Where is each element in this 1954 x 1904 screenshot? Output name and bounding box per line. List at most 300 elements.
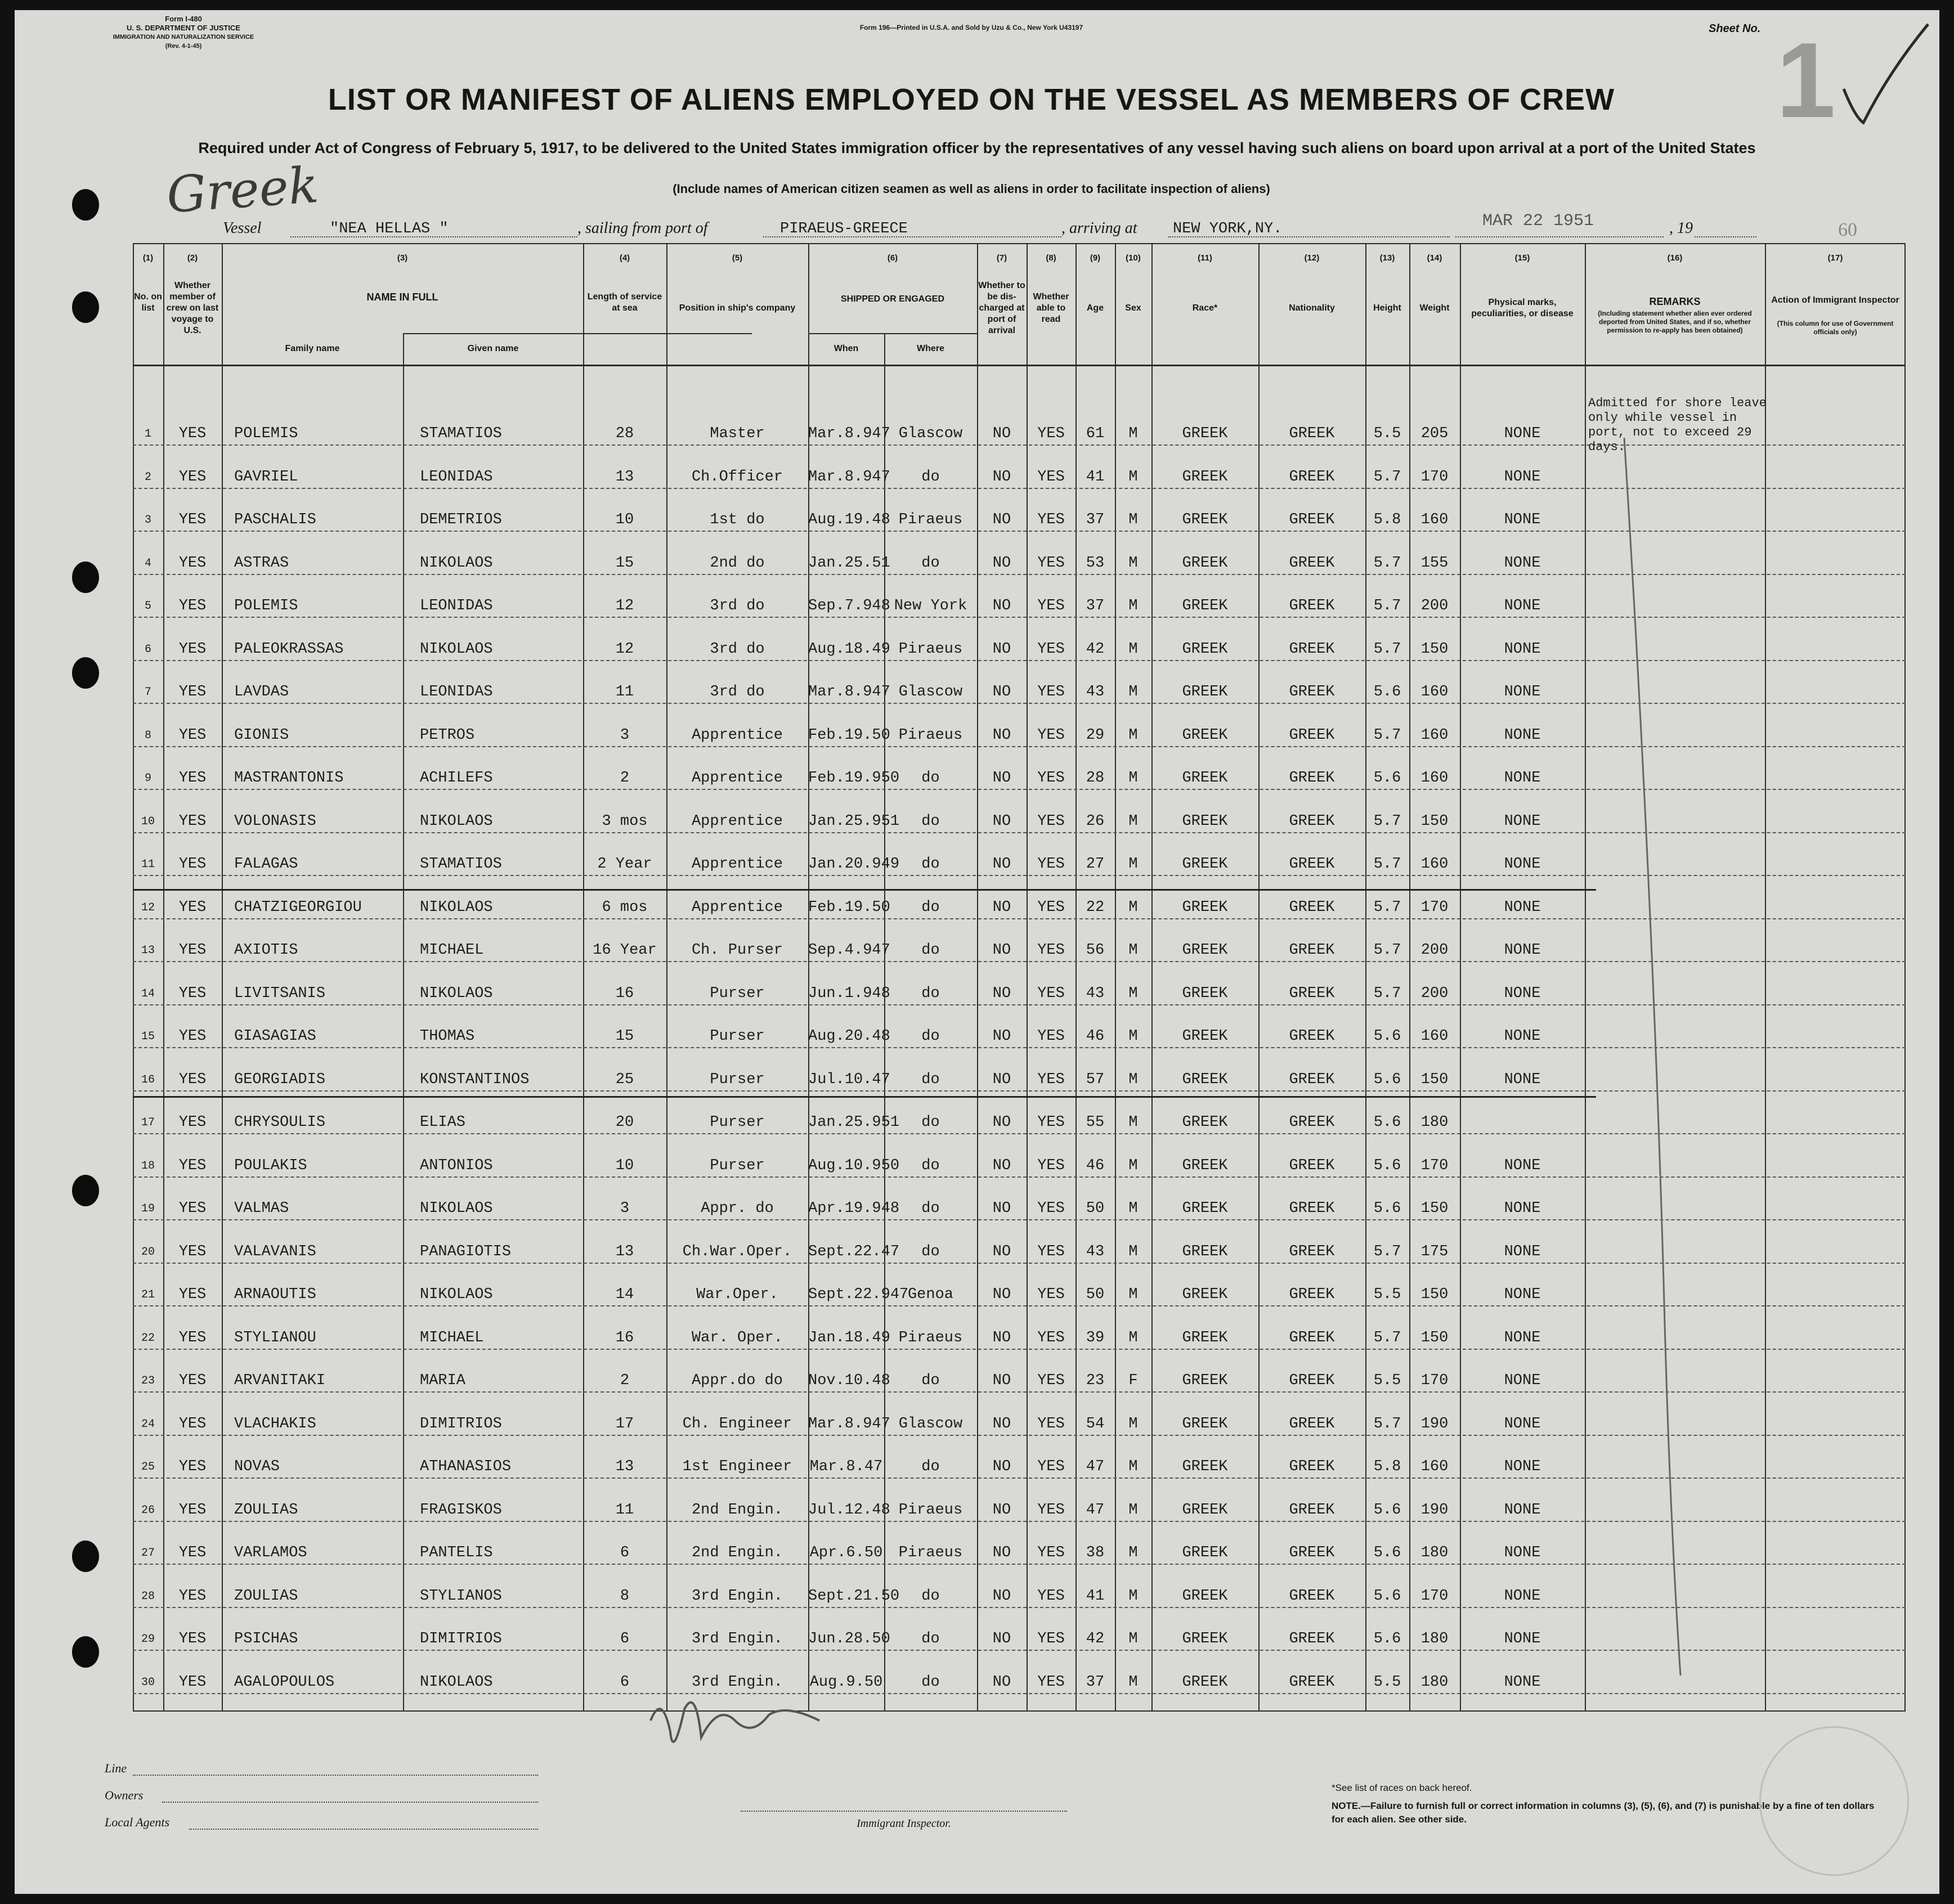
physical-marks: NONE	[1504, 942, 1541, 959]
nationality: GREEK	[1289, 511, 1335, 528]
weight: 150	[1420, 1200, 1449, 1217]
prior-voyage: YES	[178, 1114, 207, 1131]
shipped-where: New York	[894, 598, 967, 614]
race: GREEK	[1182, 1673, 1228, 1691]
height: 5.7	[1373, 726, 1401, 744]
shipped-where: do	[921, 1243, 940, 1260]
discharged: NO	[992, 1243, 1011, 1260]
height: 5.8	[1373, 511, 1401, 528]
col-num: (9)	[1090, 253, 1101, 263]
position: 3rd do	[710, 684, 765, 700]
sex: M	[1128, 468, 1138, 486]
family-name: LAVDAS	[234, 684, 289, 700]
prior-voyage: YES	[178, 1587, 207, 1605]
race: GREEK	[1182, 985, 1228, 1002]
shipped-when: Sept.22.947	[808, 1286, 909, 1303]
shipped-where: do	[921, 1587, 940, 1605]
height: 5.7	[1373, 899, 1401, 916]
given-name: PANAGIOTIS	[420, 1243, 512, 1260]
prior-voyage: YES	[178, 468, 207, 486]
col-header-race: Race*	[1192, 303, 1218, 313]
shipped-when: Sep.7.948	[808, 598, 890, 614]
race: GREEK	[1182, 1587, 1228, 1605]
prior-voyage: YES	[178, 770, 207, 787]
race: GREEK	[1182, 1372, 1228, 1389]
race: GREEK	[1182, 1458, 1228, 1475]
nationality: GREEK	[1289, 1286, 1335, 1303]
race: GREEK	[1182, 684, 1228, 700]
height: 5.7	[1373, 1415, 1401, 1433]
col-header-read: Whether able to read	[1033, 292, 1069, 324]
discharged: NO	[992, 1415, 1011, 1433]
position: 2nd Engin.	[691, 1544, 783, 1561]
col-header-length: Length of service at sea	[587, 292, 662, 313]
position: Purser	[710, 1157, 765, 1174]
physical-marks: NONE	[1504, 554, 1541, 572]
given-name: DIMITRIOS	[420, 1415, 502, 1433]
punch-hole	[72, 1636, 99, 1668]
height: 5.5	[1373, 1286, 1401, 1303]
weight: 150	[1420, 640, 1449, 658]
service-length: 12	[615, 598, 634, 614]
shipped-when: Mar.8.947	[808, 425, 890, 442]
service-length: 13	[615, 1458, 634, 1475]
row-number: 25	[141, 1461, 155, 1474]
row-number: 21	[141, 1288, 155, 1301]
age: 37	[1086, 598, 1105, 614]
shipped-where: do	[921, 856, 940, 873]
nationality: GREEK	[1289, 1458, 1335, 1475]
prior-voyage: YES	[178, 1071, 207, 1088]
row-number: 30	[141, 1676, 155, 1689]
able-to-read: YES	[1037, 942, 1065, 959]
discharged: NO	[992, 1501, 1011, 1519]
nationality: GREEK	[1289, 726, 1335, 744]
given-name: NIKOLAOS	[420, 1286, 493, 1303]
able-to-read: YES	[1037, 1544, 1065, 1561]
sex: M	[1128, 1157, 1138, 1174]
given-name: THOMAS	[420, 1028, 475, 1045]
col-num: (8)	[1046, 253, 1056, 263]
family-name: VARLAMOS	[234, 1544, 307, 1561]
sex: M	[1128, 554, 1138, 572]
check-mark	[1838, 21, 1934, 134]
service-length: 8	[620, 1587, 630, 1605]
pencil-line	[1619, 438, 1697, 1698]
age: 29	[1086, 726, 1105, 744]
col-header-where: Where	[917, 344, 944, 353]
position: Ch.War.Oper.	[682, 1243, 792, 1260]
nationality: GREEK	[1289, 812, 1335, 830]
row-number: 15	[141, 1030, 155, 1043]
race: GREEK	[1182, 1114, 1228, 1131]
age: 55	[1086, 1114, 1105, 1131]
weight: 150	[1420, 1071, 1449, 1088]
strike-line-12	[133, 889, 1596, 891]
height: 5.7	[1373, 1329, 1401, 1346]
age: 47	[1086, 1501, 1105, 1519]
sex: M	[1128, 1028, 1138, 1045]
discharged: NO	[992, 770, 1011, 787]
races-note: *See list of races on back hereof.	[1332, 1782, 1472, 1793]
physical-marks: NONE	[1504, 1329, 1541, 1346]
shipped-when: Feb.19.50	[808, 726, 890, 744]
shipped-when: Jan.20.949	[808, 856, 900, 873]
sex: M	[1128, 856, 1138, 873]
service-length: 16	[615, 1329, 634, 1346]
height: 5.6	[1373, 1157, 1401, 1174]
family-name: NOVAS	[234, 1458, 280, 1475]
weight: 160	[1420, 856, 1449, 873]
prior-voyage: YES	[178, 1243, 207, 1260]
service-length: 6	[620, 1544, 630, 1561]
race: GREEK	[1182, 1544, 1228, 1561]
height: 5.6	[1373, 684, 1401, 700]
sex: M	[1128, 1631, 1138, 1647]
race: GREEK	[1182, 598, 1228, 614]
col-num: (17)	[1827, 253, 1843, 263]
punch-hole	[72, 1175, 99, 1206]
age: 46	[1086, 1028, 1105, 1045]
sheet-no-label: Sheet No.	[1709, 23, 1761, 35]
given-name: STAMATIOS	[420, 856, 502, 873]
prior-voyage: YES	[178, 1458, 207, 1475]
given-name: ANTONIOS	[420, 1157, 493, 1174]
weight: 160	[1420, 1458, 1449, 1475]
weight: 180	[1420, 1544, 1449, 1561]
sex: M	[1128, 985, 1138, 1002]
shipped-where: Piraeus	[898, 1544, 963, 1561]
height: 5.6	[1373, 1631, 1401, 1647]
nationality: GREEK	[1289, 1673, 1335, 1691]
discharged: NO	[992, 1458, 1011, 1475]
physical-marks: NONE	[1504, 899, 1541, 916]
physical-marks: NONE	[1504, 856, 1541, 873]
able-to-read: YES	[1037, 511, 1065, 528]
prior-voyage: YES	[178, 425, 207, 442]
family-name: VOLONASIS	[234, 812, 316, 830]
shipped-where: do	[921, 1673, 940, 1691]
physical-marks: NONE	[1504, 985, 1541, 1002]
sex: M	[1128, 511, 1138, 528]
nationality: GREEK	[1289, 1544, 1335, 1561]
physical-marks: NONE	[1504, 1071, 1541, 1088]
given-name: LEONIDAS	[420, 468, 493, 486]
family-name: STYLIANOU	[234, 1329, 316, 1346]
height: 5.7	[1373, 812, 1401, 830]
service-length: 11	[615, 1501, 634, 1519]
family-name: LIVITSANIS	[234, 985, 326, 1002]
nationality: GREEK	[1289, 1501, 1335, 1519]
row-number: 3	[144, 514, 151, 527]
shipped-when: Aug.10.950	[808, 1157, 900, 1174]
physical-marks: NONE	[1504, 1501, 1541, 1519]
given-name: MICHAEL	[420, 942, 484, 959]
able-to-read: YES	[1037, 1114, 1065, 1131]
col-header-position: Position in ship's company	[679, 303, 796, 313]
signature-scribble	[639, 1687, 825, 1766]
height: 5.7	[1373, 985, 1401, 1002]
service-length: 2	[620, 770, 630, 787]
race: GREEK	[1182, 1071, 1228, 1088]
prior-voyage: YES	[178, 1631, 207, 1647]
family-name: POLEMIS	[234, 598, 298, 614]
discharged: NO	[992, 1286, 1011, 1303]
row-number: 13	[141, 944, 155, 957]
sex: M	[1128, 1458, 1138, 1475]
family-name: AXIOTIS	[234, 942, 298, 959]
position: Purser	[710, 1114, 765, 1131]
service-length: 20	[615, 1114, 634, 1131]
shipped-when: Jan.25.951	[808, 812, 900, 830]
race: GREEK	[1182, 1631, 1228, 1647]
weight: 160	[1420, 1028, 1449, 1045]
physical-marks: NONE	[1504, 1028, 1541, 1045]
able-to-read: YES	[1037, 1329, 1065, 1346]
physical-marks: NONE	[1504, 770, 1541, 787]
discharged: NO	[992, 468, 1011, 486]
given-name: NIKOLAOS	[420, 554, 493, 572]
age: 50	[1086, 1286, 1105, 1303]
discharged: NO	[992, 640, 1011, 658]
family-name: ARNAOUTIS	[234, 1286, 316, 1303]
shipped-where: do	[921, 554, 940, 572]
sailing-label: , sailing from port of	[577, 219, 708, 237]
prior-voyage: YES	[178, 1329, 207, 1346]
discharged: NO	[992, 511, 1011, 528]
nationality: GREEK	[1289, 856, 1335, 873]
sailing-port: PIRAEUS-GREECE	[780, 221, 908, 237]
col-header-remarks: REMARKS	[1649, 296, 1701, 307]
age: 27	[1086, 856, 1105, 873]
sex: M	[1128, 770, 1138, 787]
col-header-when: When	[833, 344, 859, 353]
height: 5.8	[1373, 1458, 1401, 1475]
row-number: 28	[141, 1589, 155, 1603]
col-num: (7)	[996, 253, 1007, 263]
position: 1st do	[710, 511, 765, 528]
shipped-where: Piraeus	[898, 726, 963, 744]
shipped-when: Sept.22.47	[808, 1243, 900, 1260]
weight: 180	[1420, 1114, 1449, 1131]
arrival-date-stamp: MAR 22 1951	[1482, 212, 1594, 231]
discharged: NO	[992, 1673, 1011, 1691]
col-num: (6)	[887, 253, 898, 263]
row-number: 23	[141, 1375, 155, 1387]
sex: M	[1128, 1114, 1138, 1131]
age: 46	[1086, 1157, 1105, 1174]
age: 41	[1086, 1587, 1105, 1605]
shipped-when: Mar.8.947	[808, 684, 890, 700]
physical-marks: NONE	[1504, 468, 1541, 486]
col-num: (13)	[1379, 253, 1395, 263]
col-header-shipped: SHIPPED OR ENGAGED	[840, 294, 945, 304]
race: GREEK	[1182, 726, 1228, 744]
height: 5.7	[1373, 598, 1401, 614]
nationality: GREEK	[1289, 1243, 1335, 1260]
prior-voyage: YES	[178, 598, 207, 614]
family-name: ARVANITAKI	[234, 1372, 326, 1389]
service-length: 6 mos	[602, 899, 648, 916]
nationality: GREEK	[1289, 1631, 1335, 1647]
given-name: PANTELIS	[420, 1544, 493, 1561]
service-length: 15	[615, 554, 634, 572]
prior-voyage: YES	[178, 1157, 207, 1174]
position: Apprentice	[691, 899, 783, 916]
nationality: GREEK	[1289, 598, 1335, 614]
discharged: NO	[992, 1631, 1011, 1647]
prior-voyage: YES	[178, 1372, 207, 1389]
shipped-where: Glascow	[898, 425, 963, 442]
col-header-no: No. on list	[134, 292, 162, 313]
physical-marks: NONE	[1504, 812, 1541, 830]
weight: 160	[1420, 511, 1449, 528]
position: War.Oper.	[696, 1286, 778, 1303]
prior-voyage: YES	[178, 1286, 207, 1303]
discharged: NO	[992, 1587, 1011, 1605]
given-name: ELIAS	[420, 1114, 466, 1131]
col-num: (12)	[1304, 253, 1320, 263]
prior-voyage: YES	[178, 1501, 207, 1519]
sex: M	[1128, 1200, 1138, 1217]
age: 56	[1086, 942, 1105, 959]
corner-number: 60	[1838, 219, 1857, 240]
col-num: (3)	[397, 253, 408, 263]
shipped-where: Piraeus	[898, 640, 963, 658]
given-name: ACHILEFS	[420, 770, 493, 787]
position: 3rd Engin.	[691, 1587, 783, 1605]
row-number: 8	[144, 729, 151, 742]
able-to-read: YES	[1037, 598, 1065, 614]
shipped-where: do	[921, 1114, 940, 1131]
able-to-read: YES	[1037, 856, 1065, 873]
able-to-read: YES	[1037, 726, 1065, 744]
col-header-discharged: Whether to be dis-charged at port of arrival	[978, 281, 1025, 335]
discharged: NO	[992, 812, 1011, 830]
height: 5.6	[1373, 1587, 1401, 1605]
race: GREEK	[1182, 554, 1228, 572]
row-number: 1	[144, 428, 151, 441]
age: 26	[1086, 812, 1105, 830]
row-number: 24	[141, 1417, 155, 1431]
remarks-note: Admitted for shore leave only while vessel in port, not to exceed 29 days.	[1588, 396, 1774, 454]
position: Apprentice	[691, 726, 783, 744]
age: 61	[1086, 425, 1105, 442]
nationality: GREEK	[1289, 1372, 1335, 1389]
able-to-read: YES	[1037, 1071, 1065, 1088]
position: 2nd Engin.	[691, 1501, 783, 1519]
age: 28	[1086, 770, 1105, 787]
sex: M	[1128, 726, 1138, 744]
row-number: 20	[141, 1245, 155, 1259]
sex: M	[1128, 684, 1138, 700]
given-name: STYLIANOS	[420, 1587, 502, 1605]
discharged: NO	[992, 1114, 1011, 1131]
given-name: MARIA	[420, 1372, 466, 1389]
able-to-read: YES	[1037, 1631, 1065, 1647]
able-to-read: YES	[1037, 1501, 1065, 1519]
age: 53	[1086, 554, 1105, 572]
age: 39	[1086, 1329, 1105, 1346]
physical-marks: NONE	[1504, 1200, 1541, 1217]
family-name: VLACHAKIS	[234, 1415, 316, 1433]
position: Ch.Officer	[691, 468, 783, 486]
col-num: (2)	[187, 253, 198, 263]
col-num: (4)	[619, 253, 630, 263]
age: 57	[1086, 1071, 1105, 1088]
able-to-read: YES	[1037, 640, 1065, 658]
prior-voyage: YES	[178, 1673, 207, 1691]
shipped-where: Piraeus	[898, 511, 963, 528]
position: Ch. Engineer	[682, 1415, 792, 1433]
shipped-when: Jun.1.948	[808, 985, 890, 1002]
weight: 200	[1420, 598, 1449, 614]
discharged: NO	[992, 899, 1011, 916]
shipped-when: Sep.4.947	[808, 942, 890, 959]
service-length: 13	[615, 468, 634, 486]
department: U. S. DEPARTMENT OF JUSTICE	[127, 24, 240, 32]
weight: 200	[1420, 942, 1449, 959]
height: 5.6	[1373, 1028, 1401, 1045]
race: GREEK	[1182, 1200, 1228, 1217]
shipped-when: Aug.19.48	[808, 511, 890, 528]
age: 50	[1086, 1200, 1105, 1217]
nationality: GREEK	[1289, 640, 1335, 658]
form-title: LIST OR MANIFEST OF ALIENS EMPLOYED ON THE VESSEL AS MEMBERS OF CREW	[328, 83, 1615, 116]
physical-marks: NONE	[1504, 1243, 1541, 1260]
prior-voyage: YES	[178, 554, 207, 572]
col-header-remarks-note: (Including statement whether alien ever ordered deported from United States, and if so, whether permission to re-apply has been obtained)	[1598, 309, 1752, 334]
weight: 205	[1420, 425, 1449, 442]
discharged: NO	[992, 554, 1011, 572]
nationality: GREEK	[1289, 1071, 1335, 1088]
physical-marks: NONE	[1504, 1372, 1541, 1389]
owners-label: Owners	[105, 1788, 144, 1802]
weight: 155	[1420, 554, 1449, 572]
family-name: FALAGAS	[234, 856, 298, 873]
shipped-when: Jan.25.951	[808, 1114, 900, 1131]
sex: M	[1128, 1243, 1138, 1260]
height: 5.5	[1373, 1372, 1401, 1389]
row-number: 6	[144, 643, 151, 656]
sex: M	[1128, 598, 1138, 614]
row-number: 18	[141, 1159, 155, 1173]
weight: 170	[1420, 1372, 1449, 1389]
punch-hole	[72, 189, 99, 221]
given-name: STAMATIOS	[420, 425, 502, 442]
age: 43	[1086, 985, 1105, 1002]
col-header-age: Age	[1086, 303, 1104, 313]
sex: M	[1128, 899, 1138, 916]
punch-hole	[72, 562, 99, 593]
physical-marks: NONE	[1504, 1415, 1541, 1433]
given-name: LEONIDAS	[420, 684, 493, 700]
shipped-where: do	[921, 468, 940, 486]
prior-voyage: YES	[178, 1544, 207, 1561]
weight: 150	[1420, 812, 1449, 830]
shipped-where: do	[921, 1028, 940, 1045]
printer-line: Form 196—Printed in U.S.A. and Sold by Uzu & Co., New York U43197	[859, 24, 1083, 32]
given-name: FRAGISKOS	[420, 1501, 502, 1519]
given-name: DEMETRIOS	[420, 511, 502, 528]
manifest-sheet	[15, 10, 1939, 1894]
weight: 180	[1420, 1631, 1449, 1647]
prior-voyage: YES	[178, 511, 207, 528]
able-to-read: YES	[1037, 1415, 1065, 1433]
position: 2nd do	[710, 554, 765, 572]
handwritten-nationality: Greek	[164, 155, 321, 224]
revision: (Rev. 4-1-45)	[165, 43, 202, 50]
